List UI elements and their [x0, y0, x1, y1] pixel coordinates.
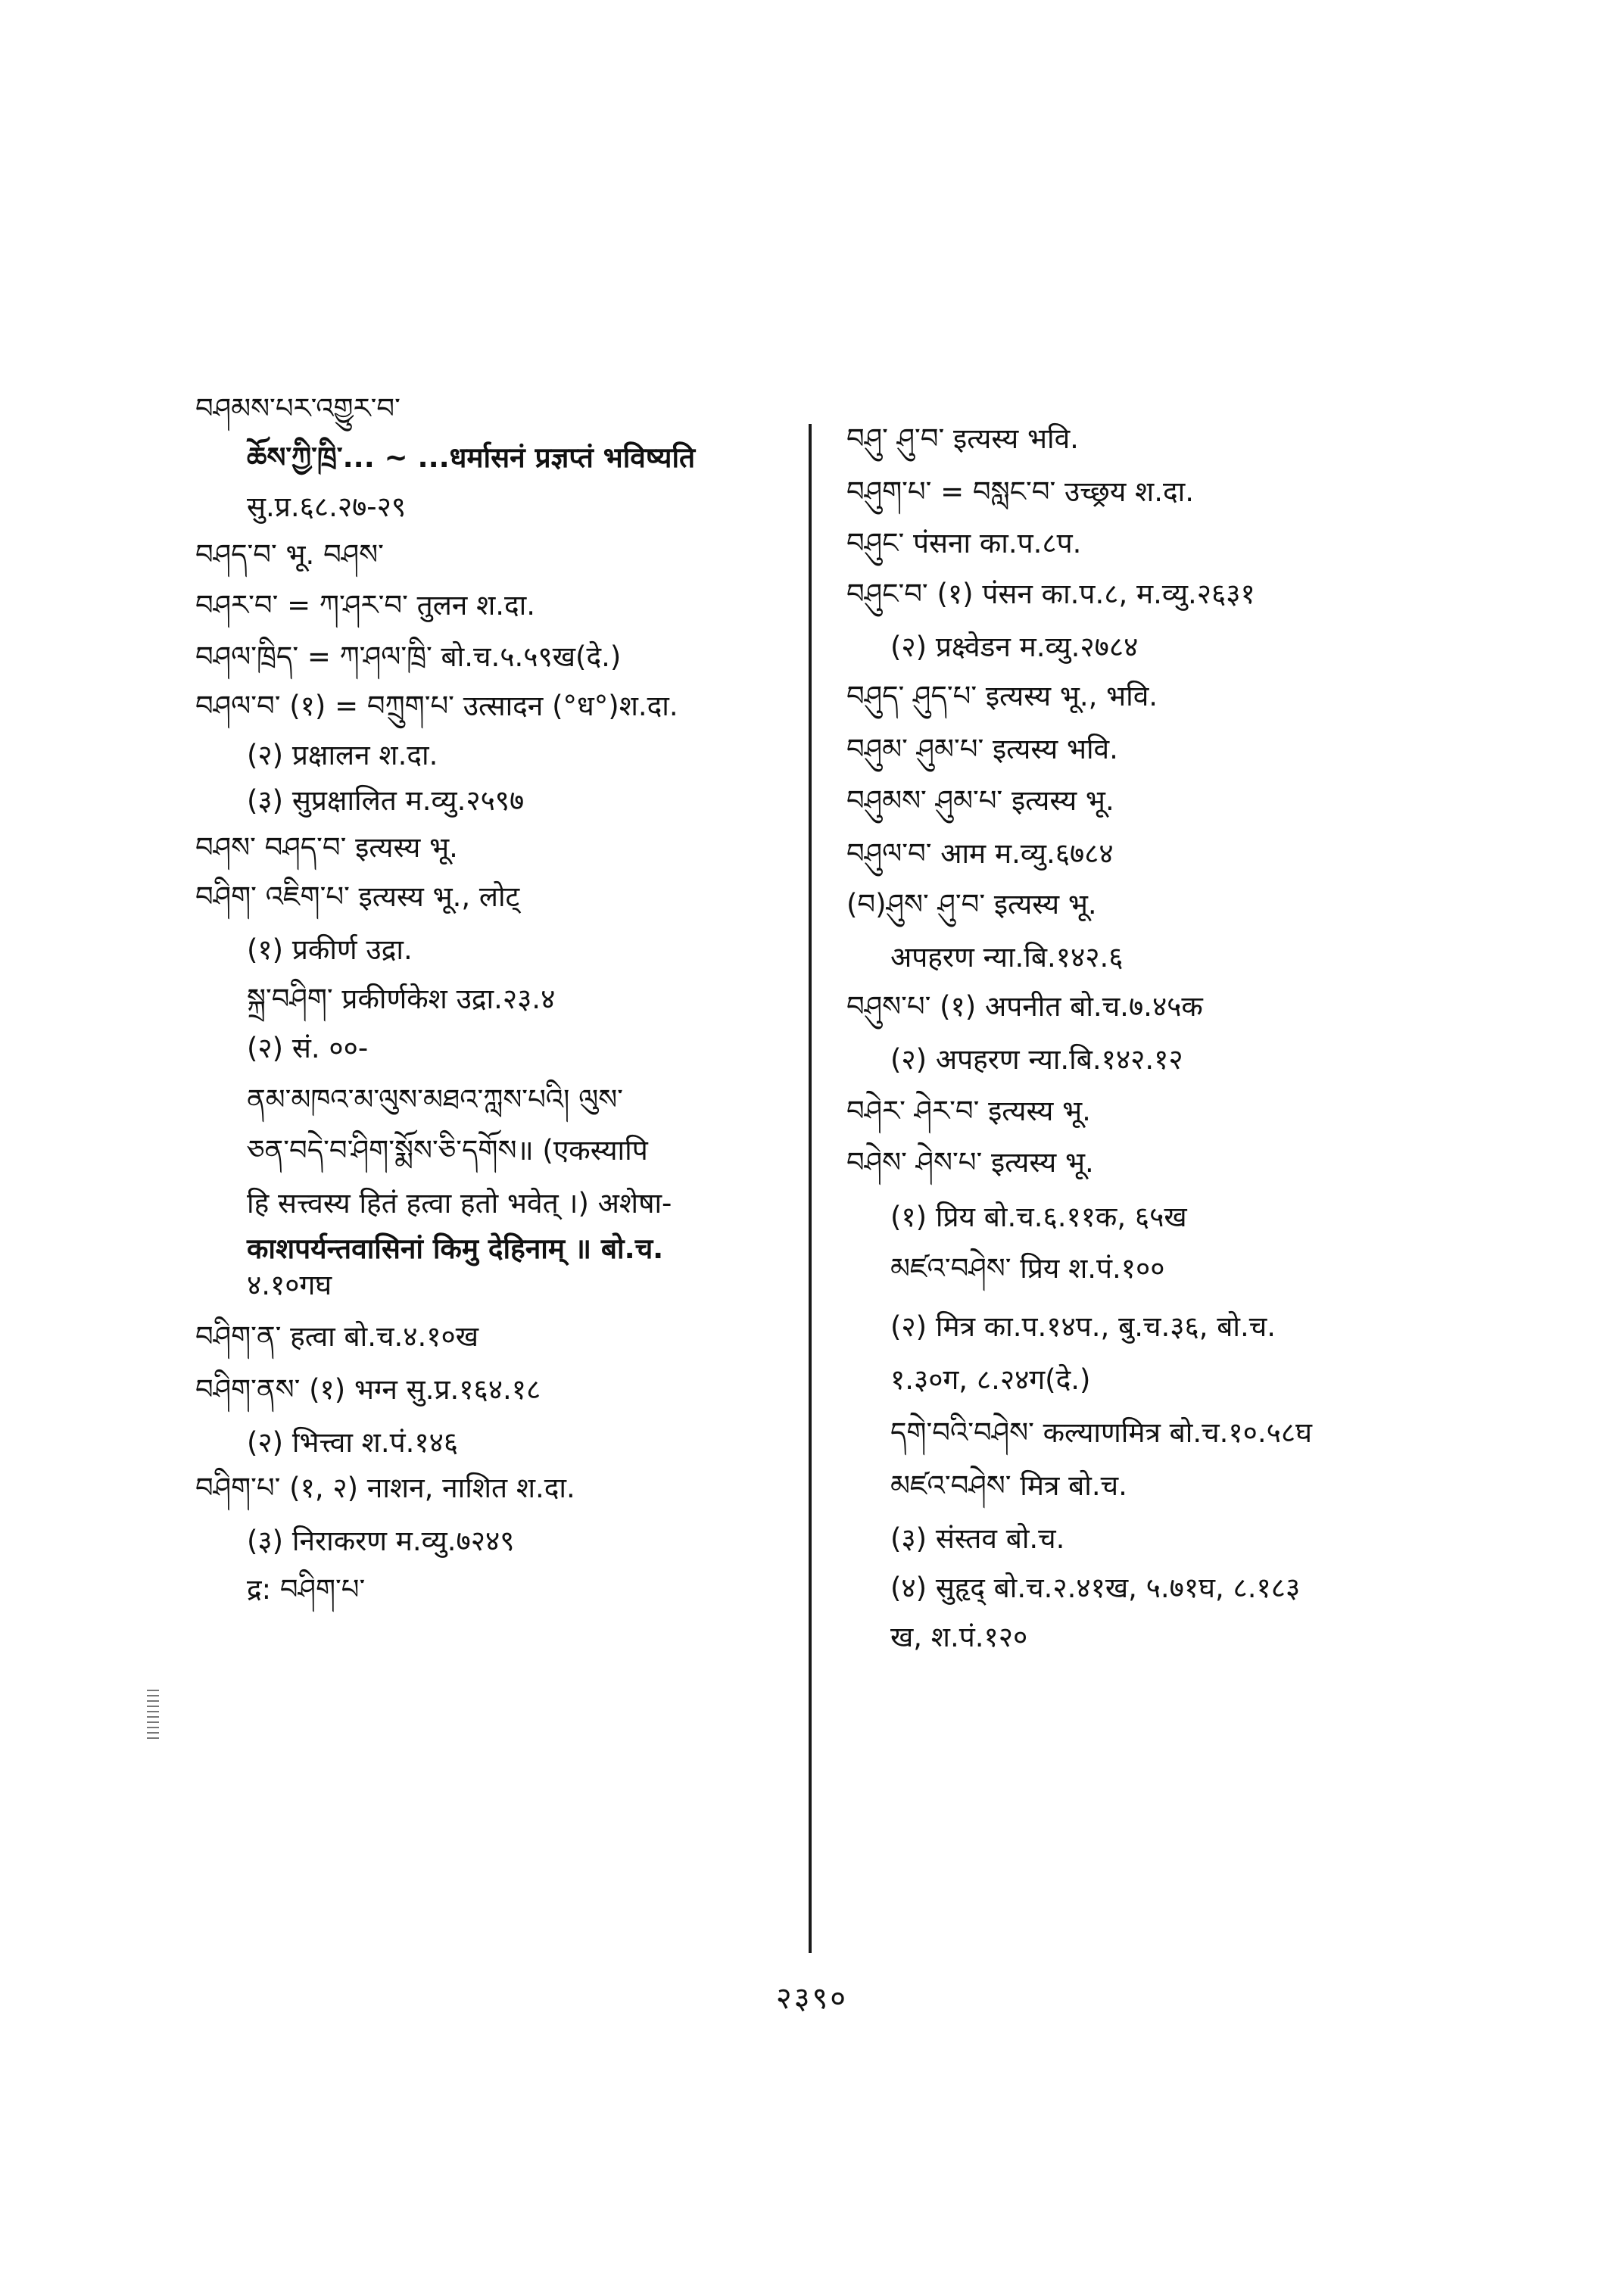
entry-line: द्र: བཤིག་པ་: [247, 1573, 366, 1606]
margin-mark: [147, 1690, 159, 1743]
entry-line: བཤུམས་ ཤུམ་པ་ इत्यस्य भू.: [846, 784, 1114, 817]
entry-line: བཤམས་པར་འགྱུར་བ་: [195, 392, 401, 425]
entry-line: (४) सुहृद् बो.च.२.४१ख, ५.७१घ, ८.१८३: [890, 1572, 1301, 1604]
entry-line: བཤུ་ ཤུ་བ་ इत्यस्य भवि.: [846, 422, 1079, 455]
entry-line: མཛའ་བཤེས་ प्रिय श.पं.१००: [890, 1252, 1165, 1285]
entry-line: བཤིག་ འཇིག་པ་ इत्यस्य भू., लोट्: [195, 880, 520, 913]
entry-line: བཤིག་ནས་ (१) भग्न सु.प्र.१६४.१८: [195, 1373, 541, 1406]
entry-line: अपहरण न्या.बि.१४२.६: [890, 941, 1124, 974]
entry-line: (२) प्रक्षालन श.दा.: [247, 739, 438, 771]
entry-line: མཛའ་བཤེས་ मित्र बो.च.: [890, 1469, 1127, 1502]
entry-line: བཤེས་ ཤེས་པ་ इत्यस्य भू.: [846, 1146, 1094, 1179]
entry-line: (३) निराकरण म.व्यु.७२४९: [247, 1525, 515, 1557]
entry-line: ནམ་མཁའ་མ་ལུས་མཐའ་ཀླས་པའི། ལུས་: [247, 1083, 623, 1116]
entry-line: བཤིག་པ་ (१, २) नाशन, नाशित श.दा.: [195, 1472, 575, 1504]
entry-line: བཤུལ་བ་ आम म.व्यु.६७८४: [846, 837, 1114, 870]
entry-line: བཤས་ བཤད་བ་ इत्यस्य भू.: [195, 831, 458, 864]
entry-line: (१) प्रिय बो.च.६.११क, ६५ख: [890, 1201, 1187, 1233]
entry-line: काशपर्यन्तवासिनां किमु देहिनाम् ॥ बो.च.: [247, 1232, 664, 1265]
entry-line: བཤེར་ ཤེར་བ་ इत्यस्य भू.: [846, 1095, 1091, 1127]
entry-line: ཆོས་ཀྱི་ཁྲི་... ~ ...धर्मासनं प्रज्ञप्तं भविष्यति: [247, 441, 696, 474]
entry-line: བཤུང་ पंसना का.प.८प.: [846, 527, 1082, 559]
entry-line: བཤུང་བ་ (१) पंसन का.प.८, म.व्यु.२६३१: [846, 578, 1255, 610]
entry-line: སྐྲ་བཤིག་ प्रकीर्णकेश उद्रा.२३.४: [247, 983, 556, 1015]
entry-line: (२) प्रक्ष्वेडन म.व्यु.२७८४: [890, 631, 1139, 663]
entry-line: हि सत्त्वस्य हितं हत्वा हतो भवेत् ।) अशेषा-: [247, 1187, 672, 1220]
entry-line: བཤུམ་ ཤུམ་པ་ इत्यस्य भवि.: [846, 733, 1118, 765]
entry-line: (२) भित्त्वा श.पं.१४६: [247, 1426, 459, 1459]
entry-line: (२) अपहरण न्या.बि.१४२.१२: [890, 1043, 1183, 1076]
entry-line: (३) सुप्रक्षालित म.व्यु.२५९७: [247, 784, 525, 817]
entry-line: དགེ་བའི་བཤེས་ कल्याणमित्र बो.च.१०.५८घ: [890, 1416, 1312, 1449]
entry-line: सु.प्र.६८.२७-२९: [247, 491, 407, 523]
entry-line: (བ)ཤུས་ ཤུ་བ་ इत्यस्य भू.: [846, 888, 1097, 921]
entry-line: (२) मित्र का.प.१४प., बु.च.३६, बो.च.: [890, 1310, 1276, 1343]
page-number: २३९०: [775, 1981, 849, 2016]
entry-line: བཤར་བ་ = ཀ་ཤར་བ་ तुलन श.दा.: [195, 589, 535, 622]
column-divider: [809, 424, 812, 1953]
entry-line: (३) संस्तव बो.च.: [890, 1522, 1065, 1555]
entry-line: བཤལ་ཁྲིད་ = ཀ་ཤལ་ཁྲི་ बो.च.५.५९ख(दे.): [195, 640, 622, 673]
entry-line: བཤུག་པ་ = བསླང་བ་ उच्छ्रय श.दा.: [846, 475, 1194, 508]
entry-line: བཤད་བ་ भू. བཤས་: [195, 538, 384, 571]
entry-line: བཤལ་བ་ (१) = བཀྲུག་པ་ उत्सादन (°ध°)श.दा.: [195, 690, 678, 722]
entry-line: (२) सं. ००-: [247, 1032, 369, 1064]
entry-line: བཤུད་ ཤུད་པ་ इत्यस्य भू., भवि.: [846, 680, 1158, 712]
entry-line: १.३०ग, ८.२४ग(दे.): [890, 1363, 1091, 1396]
entry-line: (१) प्रकीर्ण उद्रा.: [247, 933, 413, 966]
entry-line: བཤིག་ན་ हत्वा बो.च.४.१०ख: [195, 1320, 478, 1353]
entry-line: ४.१०गघ: [247, 1269, 332, 1301]
entry-line: ख, श.पं.१२०: [890, 1621, 1028, 1653]
entry-line: བཤུས་པ་ (१) अपनीत बो.च.७.४५क: [846, 990, 1203, 1023]
entry-line: ཅན་བདེ་བ་ཤིག་སྨོས་ཅི་དགོས॥ (एकस्यापि: [247, 1134, 648, 1167]
